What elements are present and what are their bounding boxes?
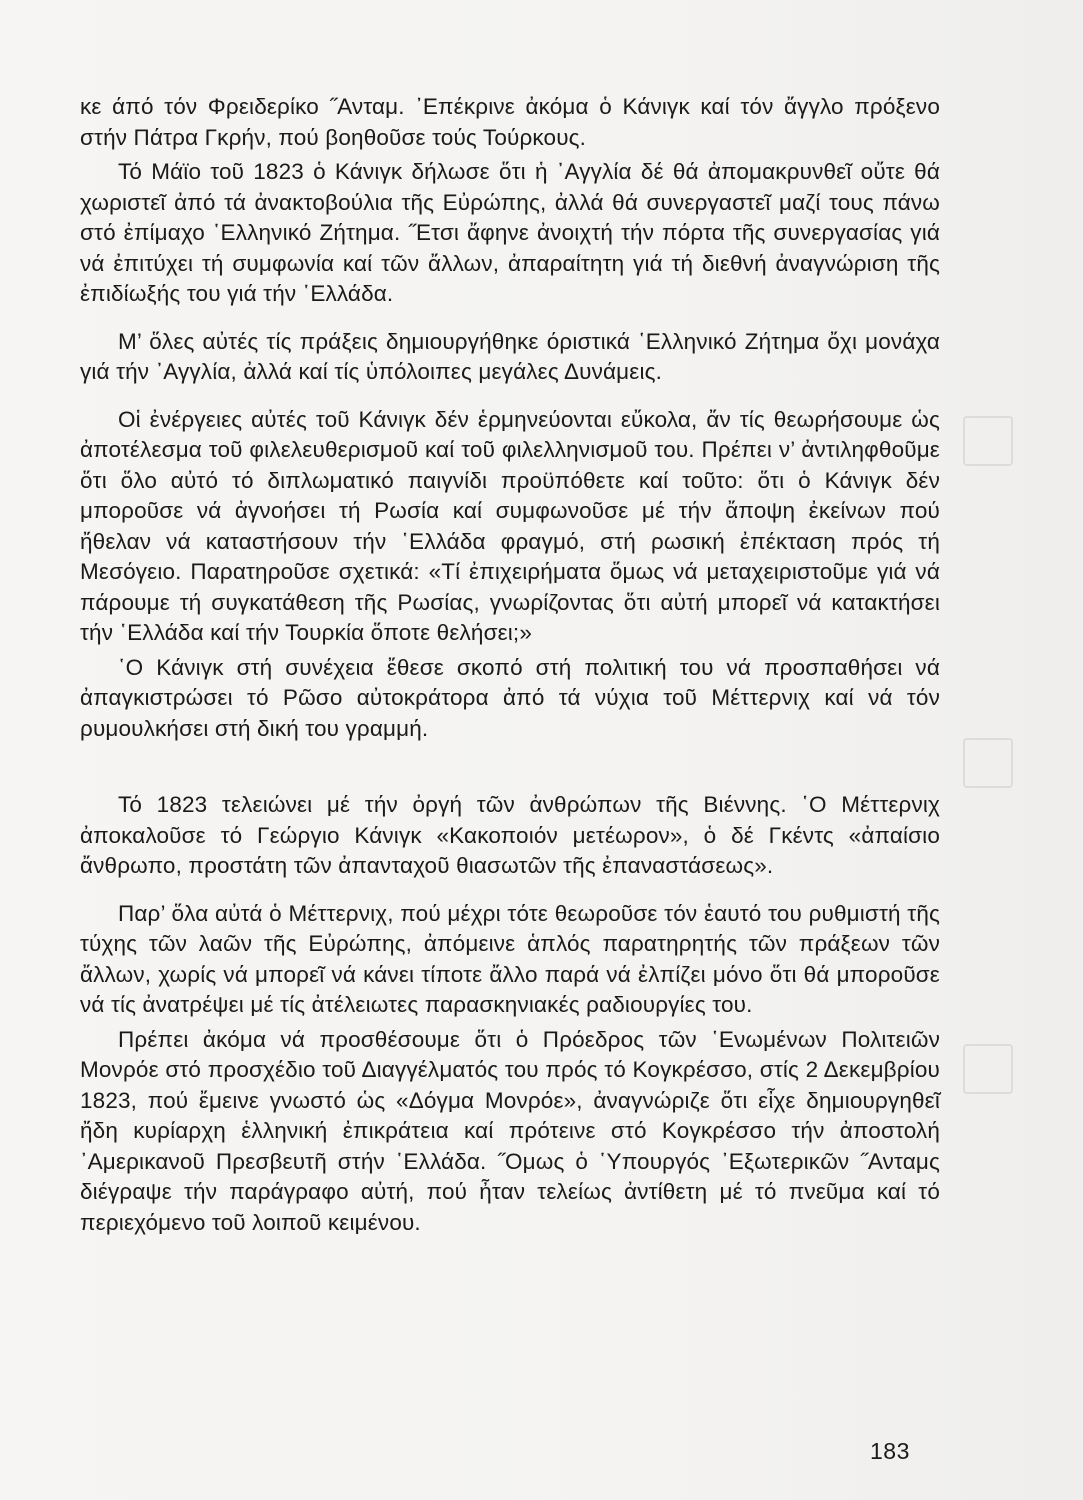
paragraph-1: κε άπό τόν Φρειδερίκο ˝Ανταμ. ᾿Επέκρινε ἀκόμα ὁ Κάνιγκ καί τόν ἄγγλο πρόξενο στήν Πάτρα Γκρήν, πού βοηθοῦσε τούς Τούρκους. xyxy=(80,94,940,150)
paragraph-7: Παρ’ ὅλα αὐτά ὁ Μέττερνιχ, πού μέχρι τότε θεωροῦσε τόν ἑαυτό του ρυθμιστή τῆς τύχης τῶν λαῶν τῆς Εὐρώπης, ἀπόμεινε ἁπλός παρατηρητής τῶν πράξεων τῶν ἄλλων, χωρίς νά μπορεῖ νά κάνει τίποτε ἄλλο παρά νά ἐλπίζει μόνο ὅτι θά μποροῦσε νά τίς ἀνατρέψει μέ τίς ἀτέλειωτες παρασκηνιακές ραδιουργίες του. xyxy=(80,900,940,1017)
bleed-through-mark xyxy=(963,738,1013,788)
paragraph-6: Τό 1823 τελειώνει μέ τήν ὀργή τῶν ἀνθρώπων τῆς Βιέννης. ῾Ο Μέττερνιχ ἀποκαλοῦσε τό Γεώργιο Κάνιγκ «Κακοποιόν μετέωρον», ὁ δέ Γκέντς «ἀπαίσιο ἄνθρωπο, προστάτη τῶν ἀπανταχοῦ θιασωτῶν τῆς ἐπαναστάσεως». xyxy=(80,792,940,878)
bleed-through-mark xyxy=(963,1044,1013,1094)
paragraph-5: ῾Ο Κάνιγκ στή συνέχεια ἔθεσε σκοπό στή πολιτική του νά προσπαθήσει νά ἀπαγκιστρώσει τό Ρῶσο αὐτοκράτορα ἀπό τά νύχια τοῦ Μέττερνιχ καί νά τόν ρυμουλκήσει στή δική του γραμμή. xyxy=(80,654,940,741)
paragraph-3: Μ’ ὅλες αὐτές τίς πράξεις δημιουργήθηκε όριστικά ῾Ελληνικό Ζήτημα ὄχι μονάχα γιά τήν ᾿Αγγλία, ἀλλά καί τίς ὑπόλοιπες μεγάλες Δυνάμεις. xyxy=(80,328,940,384)
bleed-through-mark xyxy=(963,416,1013,466)
page-number: 183 xyxy=(870,1438,910,1464)
paragraph-8: Πρέπει ἀκόμα νά προσθέσουμε ὅτι ὁ Πρόεδρος τῶν ῾Ενωμένων Πολιτειῶν Μονρόε στό προσχέδιο τοῦ Διαγγέλματός του πρός τό Κογκρέσσο, στίς 2 Δεκεμβρίου 1823, πού ἔμεινε γνωστό ὡς «Δόγμα Μονρόε», ἀναγνώριζε ὅτι εἶχε δημιουργηθεῖ ἤδη κυρίαρχη ἑλληνική ἐπικράτεια καί πρότεινε στό Κογκρέσσο τήν ἀποστολή ᾿Αμερικανοῦ Πρεσβευτῆ στήν ῾Ελλάδα. ˝Ομως ὁ ῾Υπουργός ᾿Εξωτερικῶν ˝Ανταμς διέγραψε τήν παράγραφο αὐτή, πού ἦταν τελείως ἀντίθετη μέ τό πνεῦμα καί τό περιεχόμενο τοῦ λοιποῦ κειμένου. xyxy=(80,1026,940,1235)
body-text xyxy=(80,92,940,1238)
paragraph-4: Οἱ ἐνέργειες αὐτές τοῦ Κάνιγκ δέν ἑρμηνεύονται εὔκολα, ἄν τίς θεωρήσουμε ὡς ἀποτέλεσμα τοῦ φιλελευθερισμοῦ καί τοῦ φιλελληνισμοῦ του. Πρέπει ν’ ἀντιληφθοῦμε ὅτι ὅλο αὐτό τό διπλωματικό παιγνίδι προϋπόθετε καί τοῦτο: ὅτι ὁ Κάνιγκ δέν μποροῦσε νά ἀγνοήσει τή Ρωσία καί συμφωνοῦσε μέ τήν ἄποψη ἐκείνων πού ἤθελαν νά καταστήσουν τήν ῾Ελλάδα φραγμό, στή ρωσική ἐπέκταση πρός τή Μεσόγειο. Παρατηροῦσε σχετικά: «Τί ἐπιχειρήματα ὅμως νά μεταχειριστοῦμε γιά νά πάρουμε τή συγκατάθεση τῆς Ρωσίας, γνωρίζοντας ὅτι αὐτή μπορεῖ νά κατακτήσει τήν ῾Ελλάδα καί τήν Τουρκία ὅποτε θελήσει;» xyxy=(80,406,940,645)
paragraph-2: Τό Μάϊο τοῦ 1823 ὁ Κάνιγκ δήλωσε ὅτι ἡ ᾿Αγγλία δέ θά ἀπομακρυνθεῖ οὔτε θά χωριστεῖ ἀπό τά ἀνακτοβούλια τῆς Εὐρώπης, ἀλλά θά συνεργαστεῖ μαζί τους πάνω στό ἐπίμαχο ῾Ελληνικό Ζήτημα. ˝Ετσι ἄφηνε ἀνοιχτή τήν πόρτα τῆς συνεργασίας γιά νά ἐπιτύχει τή συμφωνία καί τῶν ἄλλων, ἀπαραίτητη γιά τή διεθνή ἀναγνώριση τῆς ἐπιδίωξής του γιά τήν ῾Ελλάδα. xyxy=(80,159,940,306)
